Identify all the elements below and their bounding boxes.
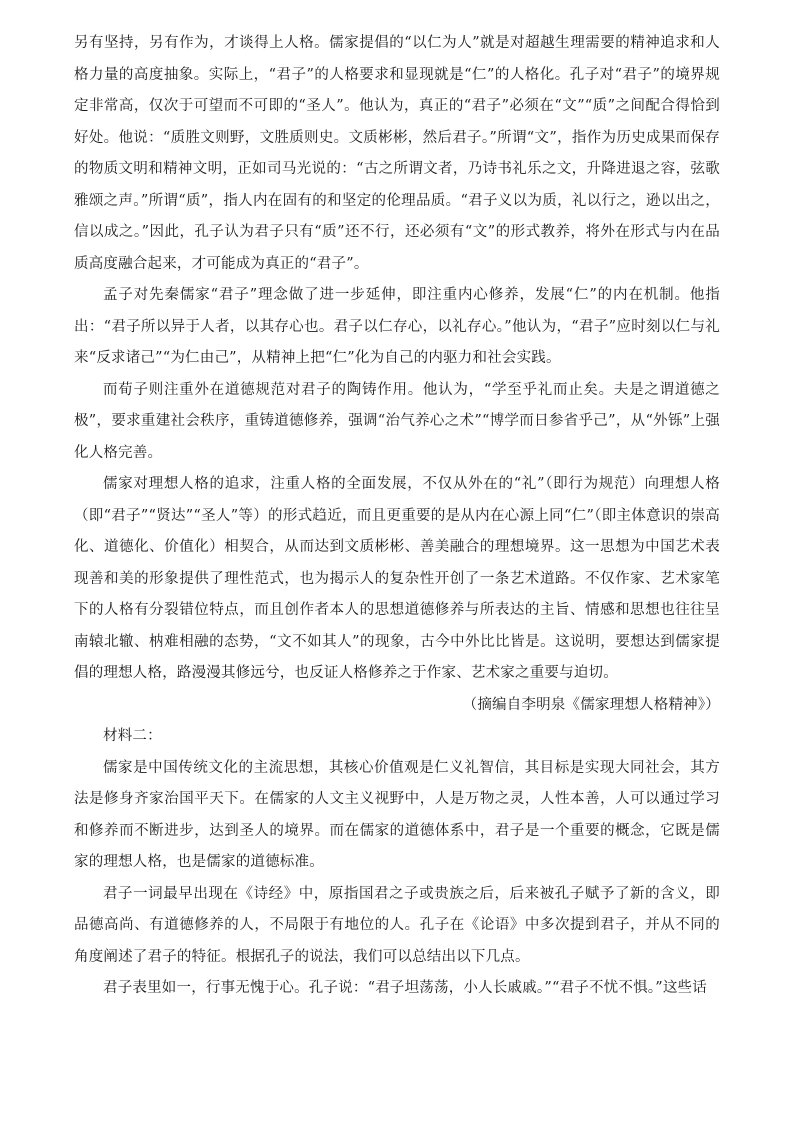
material-2-paragraph-3: 君子表里如一，行事无愧于心。孔子说：“君子坦荡荡，小人长戚戚。”“君子不忧不惧。”这些话 bbox=[103, 980, 707, 996]
material-2-paragraph-1: 儒家是中国传统文化的主流思想，其核心价值观是仁义礼智信，其目标是实现大同社会，其方法是修身齐家治国平天下。在儒家的人文主义视野中，人是万物之灵，人性本善，人可以通过学习和修养而不断进步，达到圣人的境界。而在儒家的道德体系中，君子是一个重要的概念，它既是儒家的理想人格，也是儒家的道德标准。 bbox=[74, 759, 720, 870]
paragraph-1: 另有坚持，另有作为，才谈得上人格。儒家提倡的“以仁为人”就是对超越生理需要的精神追求和人格力量的高度抽象。实际上，“君子”的人格要求和显现就是“仁”的人格化。孔子对“君子”的境界规定非常高，仅次于可望而不可即的“圣人”。他认为，真正的“君子”必须在“文”“质”之间配合得恰到好处。他说：“质胜文则野，文胜质则史。文质彬彬，然后君子。”所谓“文”，指作为历史成果而保存的物质文明和精神文明，正如司马光说的：“古之所谓文者，乃诗书礼乐之文，升降进退之容，弦歌雅颂之声。”所谓“质”，指人内在固有的和坚定的伦理品质。“君子义以为质，礼以行之，逊以出之，信以成之。”因此，孔子认为君子只有“质”还不行，还必须有“文”的形式教养，将外在形式与内在品质高度融合起来，才可能成为真正的“君子”。 bbox=[74, 35, 720, 272]
source-citation: （摘编自李明泉《儒家理想人格精神》） bbox=[462, 696, 720, 713]
paragraph-4: 儒家对理想人格的追求，注重人格的全面发展，不仅从外在的“礼”（即行为规范）向理想人格（即“君子”“贤达”“圣人”等）的形式趋近，而且更重要的是从内在心源上同“仁”（即主体意识的崇高化、道德化、价值化）相契合，从而达到文质彬彬、善美融合的理想境界。这一思想为中国艺术表现善和美的形象提供了理性范式，也为揭示人的复杂性开创了一条艺术道路。不仅作家、艺术家笔下的人格有分裂错位特点，而且创作者本人的思想道德修养与所表达的主旨、情感和思想也往往呈南辕北辙、枘难相融的态势，“文不如其人”的现象，古今中外比比皆是。这说明，要想达到儒家提倡的理想人格，路漫漫其修远兮，也反证人格修养之于作家、艺术家之重要与迫切。 bbox=[74, 476, 720, 681]
material-2-label: 材料二： bbox=[103, 728, 162, 744]
paragraph-2: 孟子对先秦儒家“君子”理念做了进一步延伸，即注重内心修养，发展“仁”的内在机制。他指出：“君子所以异于人者，以其存心也。君子以仁存心，以礼存心。”他认为，“君子”应时刻以仁与礼来“反求诸己”“为仁由己”，从精神上把“仁”化为自己的内驱力和社会实践。 bbox=[74, 287, 720, 366]
paragraph-3: 而荀子则注重外在道德规范对君子的陶铸作用。他认为，“学至乎礼而止矣。夫是之谓道德之极”，要求重建社会秩序，重铸道德修养，强调“治气养心之术”“博学而日参省乎己”，从“外铄”上强化人格完善。 bbox=[74, 381, 720, 461]
material-2-paragraph-2: 君子一词最早出现在《诗经》中，原指国君之子或贵族之后，后来被孔子赋予了新的含义，即品德高尚、有道德修养的人，不局限于有地位的人。孔子在《论语》中多次提到君子，并从不同的角度阐述了君子的特征。根据孔子的说法，我们可以总结出以下几点。 bbox=[74, 885, 720, 965]
document-body bbox=[74, 28, 720, 1005]
